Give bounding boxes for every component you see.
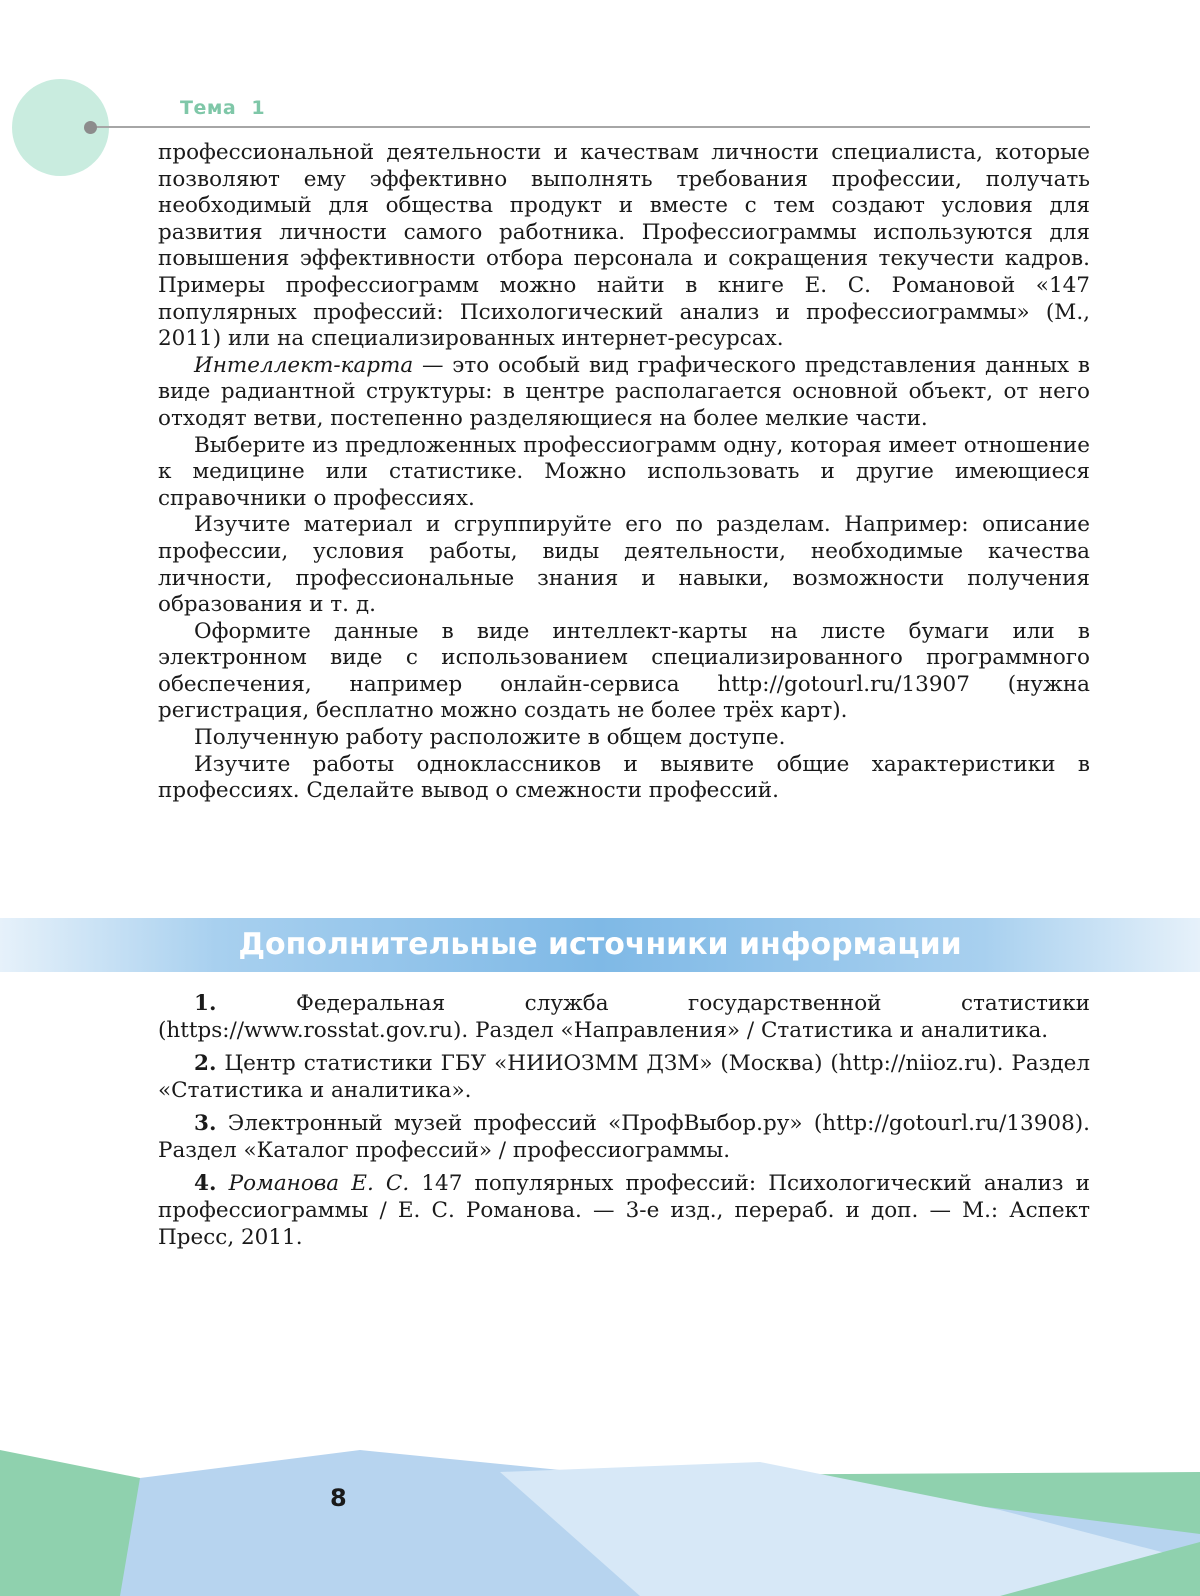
source-text: Центр статистики ГБУ «НИИОЗММ ДЗМ» (Москва) (http://niioz.ru). Раздел «Статистика и аналитика».	[158, 1051, 1090, 1103]
theme-label: Тема 1	[180, 97, 266, 119]
source-number: 1.	[194, 991, 217, 1016]
source-item	[158, 1170, 1090, 1251]
source-text: 147 популярных профессий: Психологический анализ и профессиограммы / Е. С. Романова. — 3-е изд., перераб. и доп. — М.: Аспект Пресс, 2011.	[158, 1171, 1090, 1250]
paragraph-5: Оформите данные в виде интеллект-карты на листе бумаги или в электронном виде с использованием специализированного программного обеспечения, например онлайн-сервиса http://gotourl.ru/13907 (нужна регистрация, бесплатно можно создать не более трёх карт).	[158, 618, 1090, 724]
header-rule-dot	[84, 121, 97, 134]
source-text: Федеральная служба государственной статистики (https://www.rosstat.gov.ru). Раздел «Направления» / Статистика и аналитика.	[158, 991, 1090, 1043]
paragraph-6: Полученную работу расположите в общем доступе.	[194, 725, 786, 751]
source-text: Электронный музей профессий «ПрофВыбор.ру» (http://gotourl.ru/13908). Раздел «Каталог профессий» / профессиограммы.	[158, 1111, 1090, 1163]
term-mind-map: Интеллект-карта	[194, 352, 414, 378]
section-title: Дополнительные источники информации	[238, 927, 962, 962]
paragraph-3: Выберите из предложенных профессиограмм одну, которая имеет отношение к медицине или статистике. Можно использовать и другие имеющиеся справочники о профессиях.	[158, 432, 1090, 511]
source-item	[158, 1110, 1090, 1164]
source-number: 3.	[194, 1111, 217, 1136]
header-rule	[92, 126, 1090, 128]
source-item	[158, 1050, 1090, 1104]
paragraph-2	[158, 353, 1090, 433]
paragraph-2-text: — это особый вид графического представления данных в виде радиантной структуры: в центре располагается основной объект, от него отходят ветви, постепенно разделяющиеся на более мелкие части.	[158, 352, 1090, 431]
paragraph-1: профессиональной деятельности и качествам личности специалиста, которые позволяют ему эффективно выполнять требования профессии, получать необходимый для общества продукт и вместе с тем создают условия для развития личности самого работника. Профессиограммы используются для повышения эффективности отбора персонала и сокращения текучести кадров. Примеры профессиограмм можно найти в книге Е. С. Романовой «147 популярных профессий: Психологический анализ и профессиограммы» (М., 2011) или на специализированных интернет-ресурсах.	[158, 140, 1090, 352]
source-author: Романова Е. С.	[228, 1171, 410, 1196]
paragraph-7: Изучите работы одноклассников и выявите общие характеристики в профессиях. Сделайте вывод о смежности профессий.	[158, 751, 1090, 804]
source-number: 2.	[194, 1051, 217, 1076]
footer-decor	[0, 1450, 1200, 1596]
body-text	[158, 140, 1090, 805]
paragraph-4: Изучите материал и сгруппируйте его по разделам. Например: описание профессии, условия работы, виды деятельности, необходимые качества личности, профессиональные знания и навыки, возможности получения образования и т. д.	[158, 512, 1090, 618]
source-number: 4.	[194, 1171, 217, 1196]
sources-list	[158, 990, 1090, 1257]
page-number: 8	[330, 1484, 347, 1512]
source-item	[158, 990, 1090, 1044]
